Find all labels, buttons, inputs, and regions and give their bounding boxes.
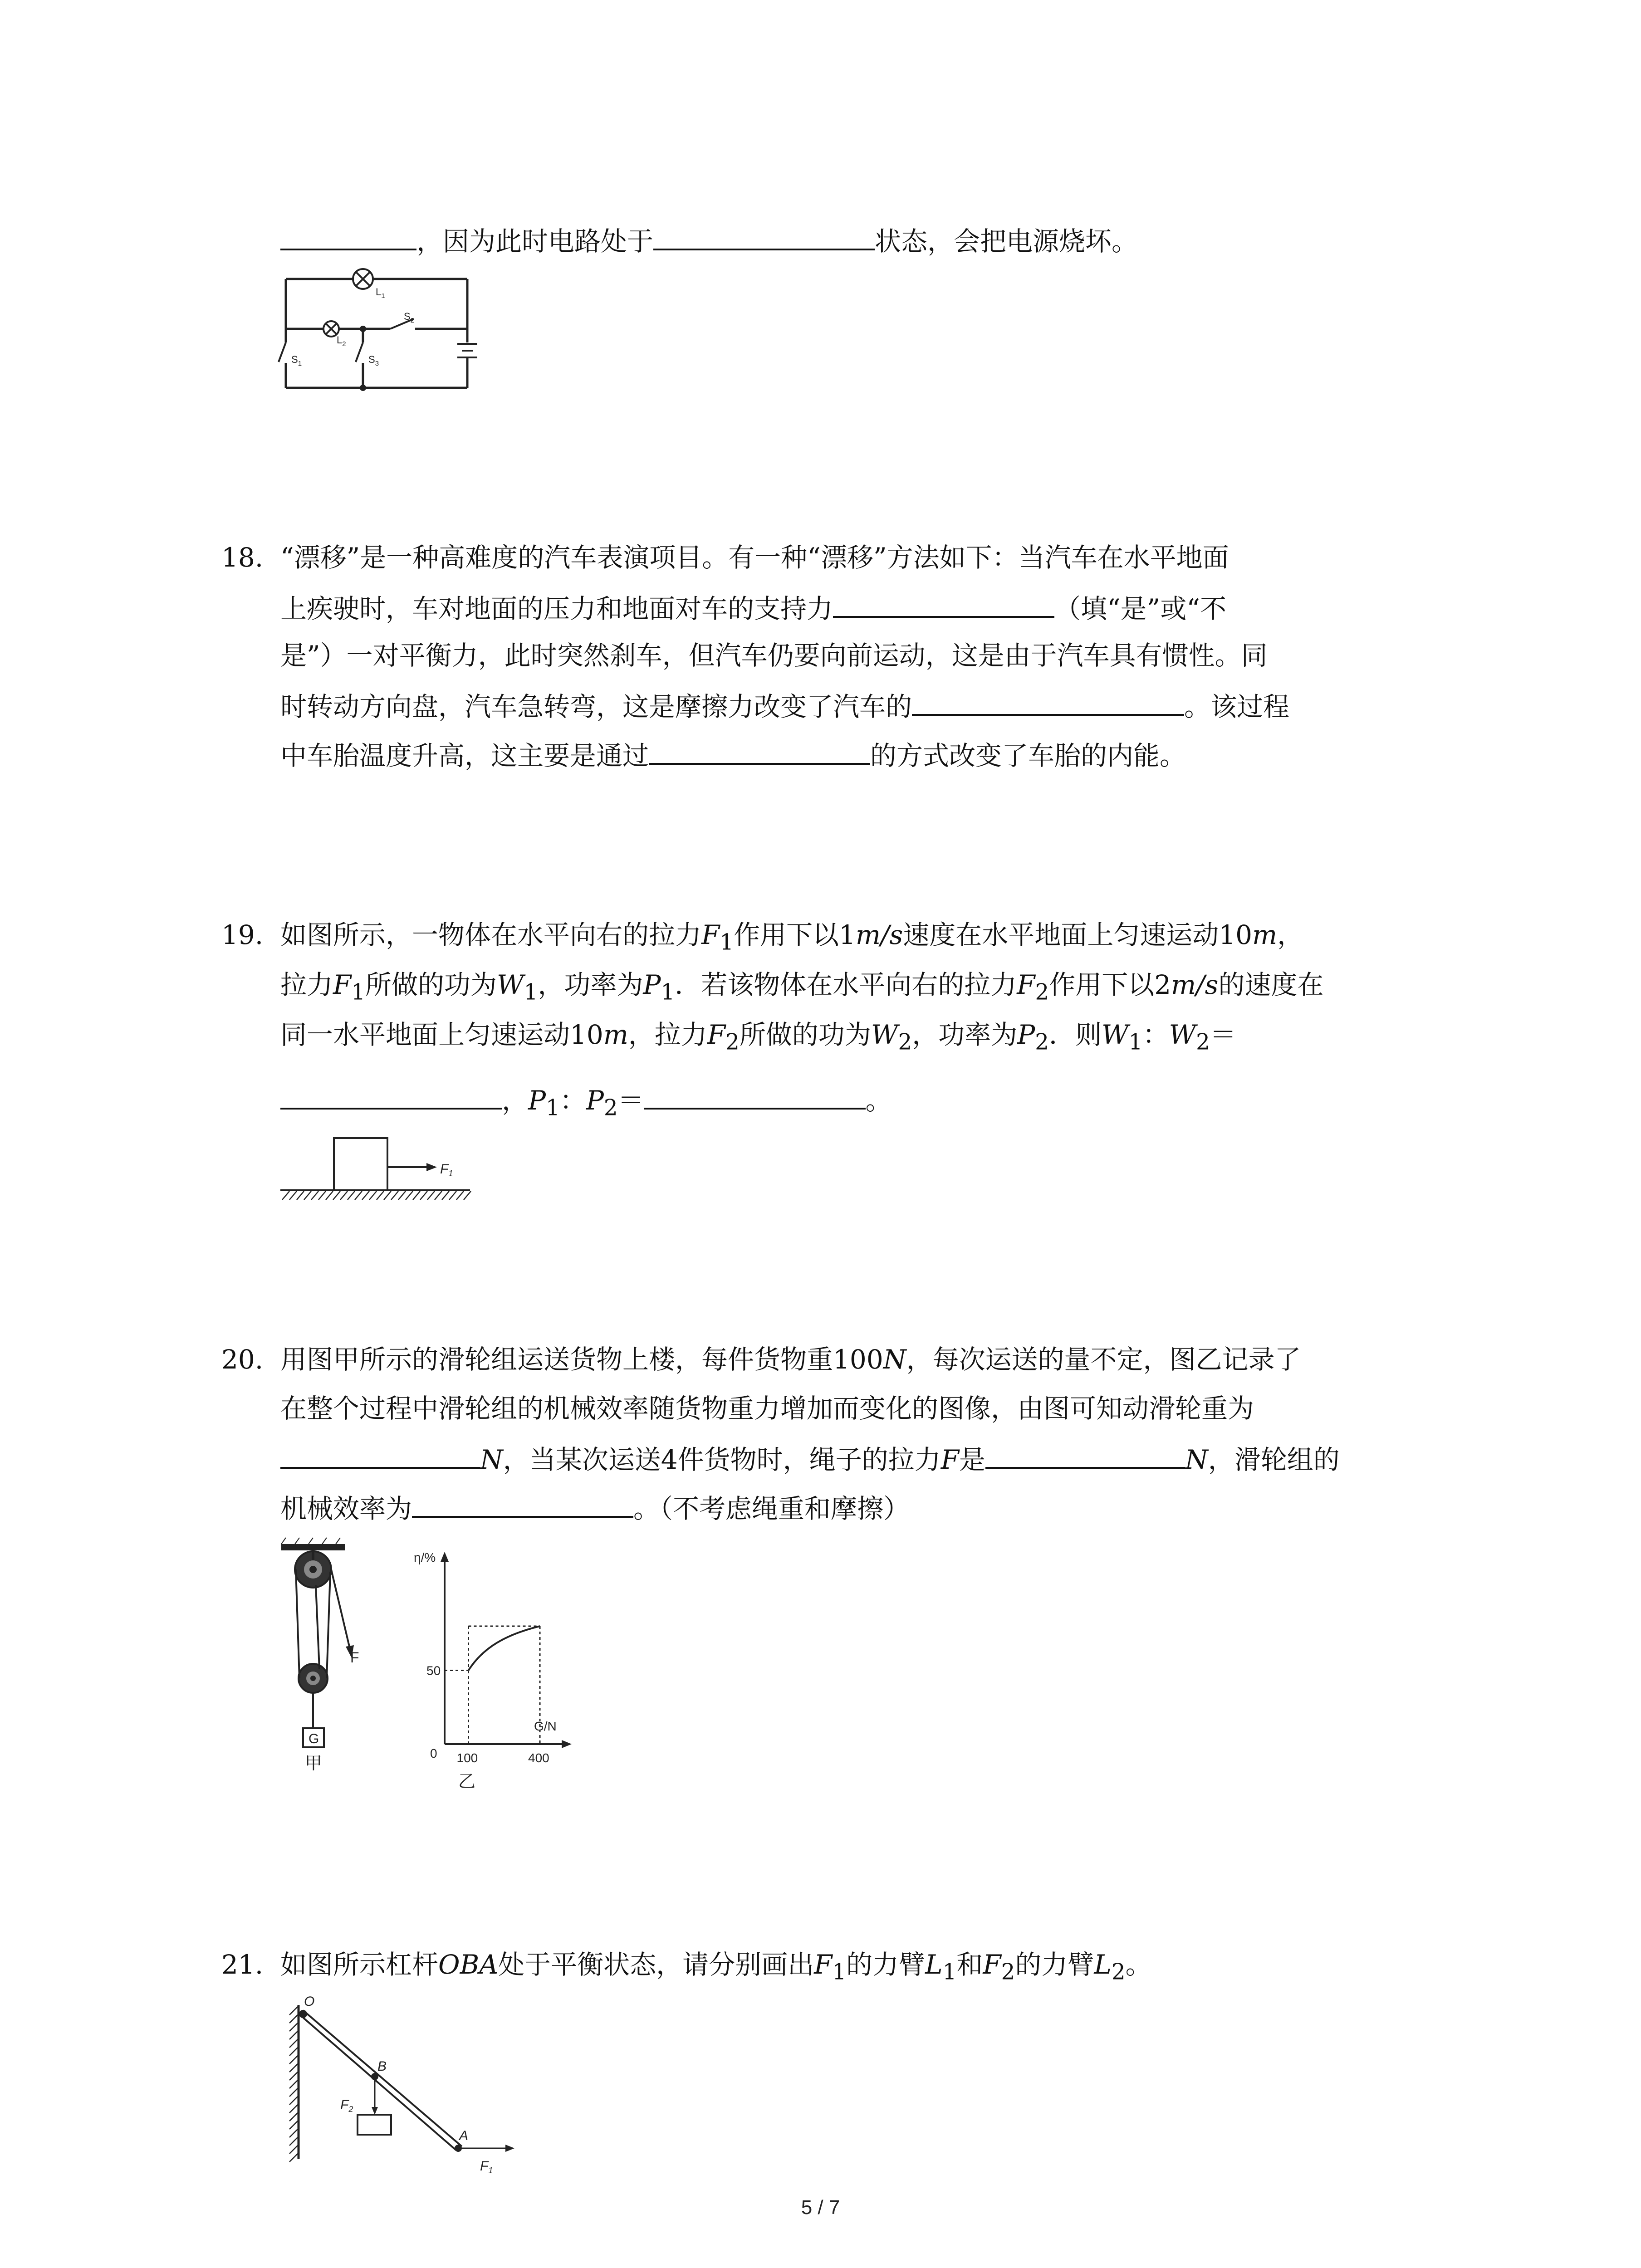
chart-tick-y50: 50 bbox=[426, 1663, 441, 1678]
q18-number: 18. bbox=[221, 542, 264, 573]
chart-tick-origin: 0 bbox=[430, 1746, 437, 1760]
q19-line-1: 如图所示，一物体在水平向右的拉力$F_1$作用下以1m/s速度在水平地面上匀速运动10m， bbox=[280, 919, 1304, 955]
page-number: 5 / 7 bbox=[801, 2196, 840, 2219]
q20-line-1: 用图甲所示的滑轮组运送货物上楼，每件货物重100N，每次运送的量不定，图乙记录了 bbox=[280, 1344, 1301, 1375]
q17-label-S2: $S_2$ bbox=[404, 311, 415, 324]
q20-caption-yi: 乙 bbox=[458, 1772, 476, 1791]
q21-lever-diagram bbox=[272, 1996, 526, 2177]
q17-label-L2: $L_2$ bbox=[337, 334, 346, 348]
q17-blank-1[interactable] bbox=[280, 226, 416, 250]
q21-label-A: A bbox=[459, 2128, 469, 2143]
q20-pulley-diagram bbox=[272, 1538, 390, 1792]
q21-label-F2: $F_2$ bbox=[340, 2097, 353, 2114]
q18-line-5: 中车胎温度升高，这主要是通过 的方式改变了车胎的内能。 bbox=[280, 740, 1186, 771]
q20-number: 20. bbox=[221, 1344, 264, 1375]
q19-line-2: 拉力$F_1$所做的功为$W_1$，功率为$P_1$．若该物体在水平向右的拉力$F_2$作用下以2m/s的速度在 bbox=[280, 969, 1324, 1005]
q18-blank-3[interactable] bbox=[649, 740, 870, 765]
q18-blank-2[interactable] bbox=[912, 691, 1184, 716]
chart-tick-x400: 400 bbox=[528, 1751, 549, 1765]
q19-number: 19. bbox=[221, 919, 264, 950]
chart-x-arrow bbox=[562, 1740, 572, 1748]
q20-efficiency-chart bbox=[381, 1549, 581, 1794]
q21-label-B: B bbox=[377, 2059, 387, 2074]
q19-line-3: 同一水平地面上匀速运动10m，拉力$F_2$所做的功为$W_2$，功率为$P_2$．则$W_1$：$W_2=$ bbox=[280, 1019, 1236, 1055]
q20-blank-3[interactable] bbox=[412, 1493, 633, 1518]
q20-blank-1[interactable] bbox=[280, 1444, 480, 1469]
chart-y-arrow bbox=[441, 1552, 449, 1562]
q18-line-2: 上疾驶时，车对地面的压力和地面对车的支持力 （填“是”或“不 bbox=[280, 593, 1226, 624]
q18-line-1: “漂移”是一种高难度的汽车表演项目。有一种“漂移”方法如下：当汽车在水平地面 bbox=[280, 542, 1229, 573]
q20-blank-2[interactable] bbox=[985, 1444, 1185, 1469]
q20-label-G: G bbox=[309, 1731, 319, 1746]
q20-caption-jia: 甲 bbox=[305, 1754, 323, 1773]
q17-label-S3: $S_3$ bbox=[368, 354, 379, 367]
q19-block-diagram bbox=[280, 1136, 534, 1204]
q21-label-O: O bbox=[304, 1994, 315, 2009]
q17-circuit-diagram bbox=[272, 261, 481, 397]
q21-line-1: 如图所示杠杆OBA处于平衡状态，请分别画出$F_1$的力臂$L_1$和$F_2$的力臂$L_2$。 bbox=[280, 1949, 1152, 1985]
chart-tick-x100: 100 bbox=[456, 1751, 478, 1765]
q17-label-L1: $L_1$ bbox=[376, 286, 385, 300]
chart-y-label: η/% bbox=[414, 1550, 436, 1564]
q20-label-F: F bbox=[350, 1649, 359, 1666]
q18-line-3: 是”）一对平衡力，此时突然刹车，但汽车仍要向前运动，这是由于汽车具有惯性。同 bbox=[280, 640, 1268, 671]
q20-line-2: 在整个过程中滑轮组的机械效率随货物重力增加而变化的图像，由图可知动滑轮重为 bbox=[280, 1393, 1254, 1424]
q20-line-3: N，当某次运送4件货物时，绳子的拉力F是 N，滑轮组的 bbox=[280, 1444, 1340, 1473]
q19-blank-2[interactable] bbox=[644, 1085, 866, 1110]
q21-label-F1: $F_1$ bbox=[480, 2159, 493, 2175]
q19-blank-1[interactable] bbox=[280, 1085, 502, 1110]
q17-line: ，因为此时电路处于 状态，会把电源烧坏。 bbox=[280, 226, 1138, 254]
q18-line-4: 时转动方向盘，汽车急转弯，这是摩擦力改变了汽车的 。该过程 bbox=[280, 691, 1290, 722]
q20-line-4: 机械效率为 。（不考虑绳重和摩擦） bbox=[280, 1493, 910, 1524]
q18-blank-1[interactable] bbox=[833, 593, 1054, 618]
q19-label-F1: $F_1$ bbox=[440, 1162, 453, 1178]
q19-line-4: ，$P_1$：$P_2=$ 。 bbox=[280, 1085, 892, 1119]
q21-number: 21. bbox=[221, 1949, 264, 1980]
q17-blank-2[interactable] bbox=[653, 226, 875, 250]
chart-x-label: G/N bbox=[534, 1719, 557, 1733]
q17-label-S1: $S_1$ bbox=[291, 354, 302, 367]
efficiency-curve bbox=[469, 1626, 540, 1671]
